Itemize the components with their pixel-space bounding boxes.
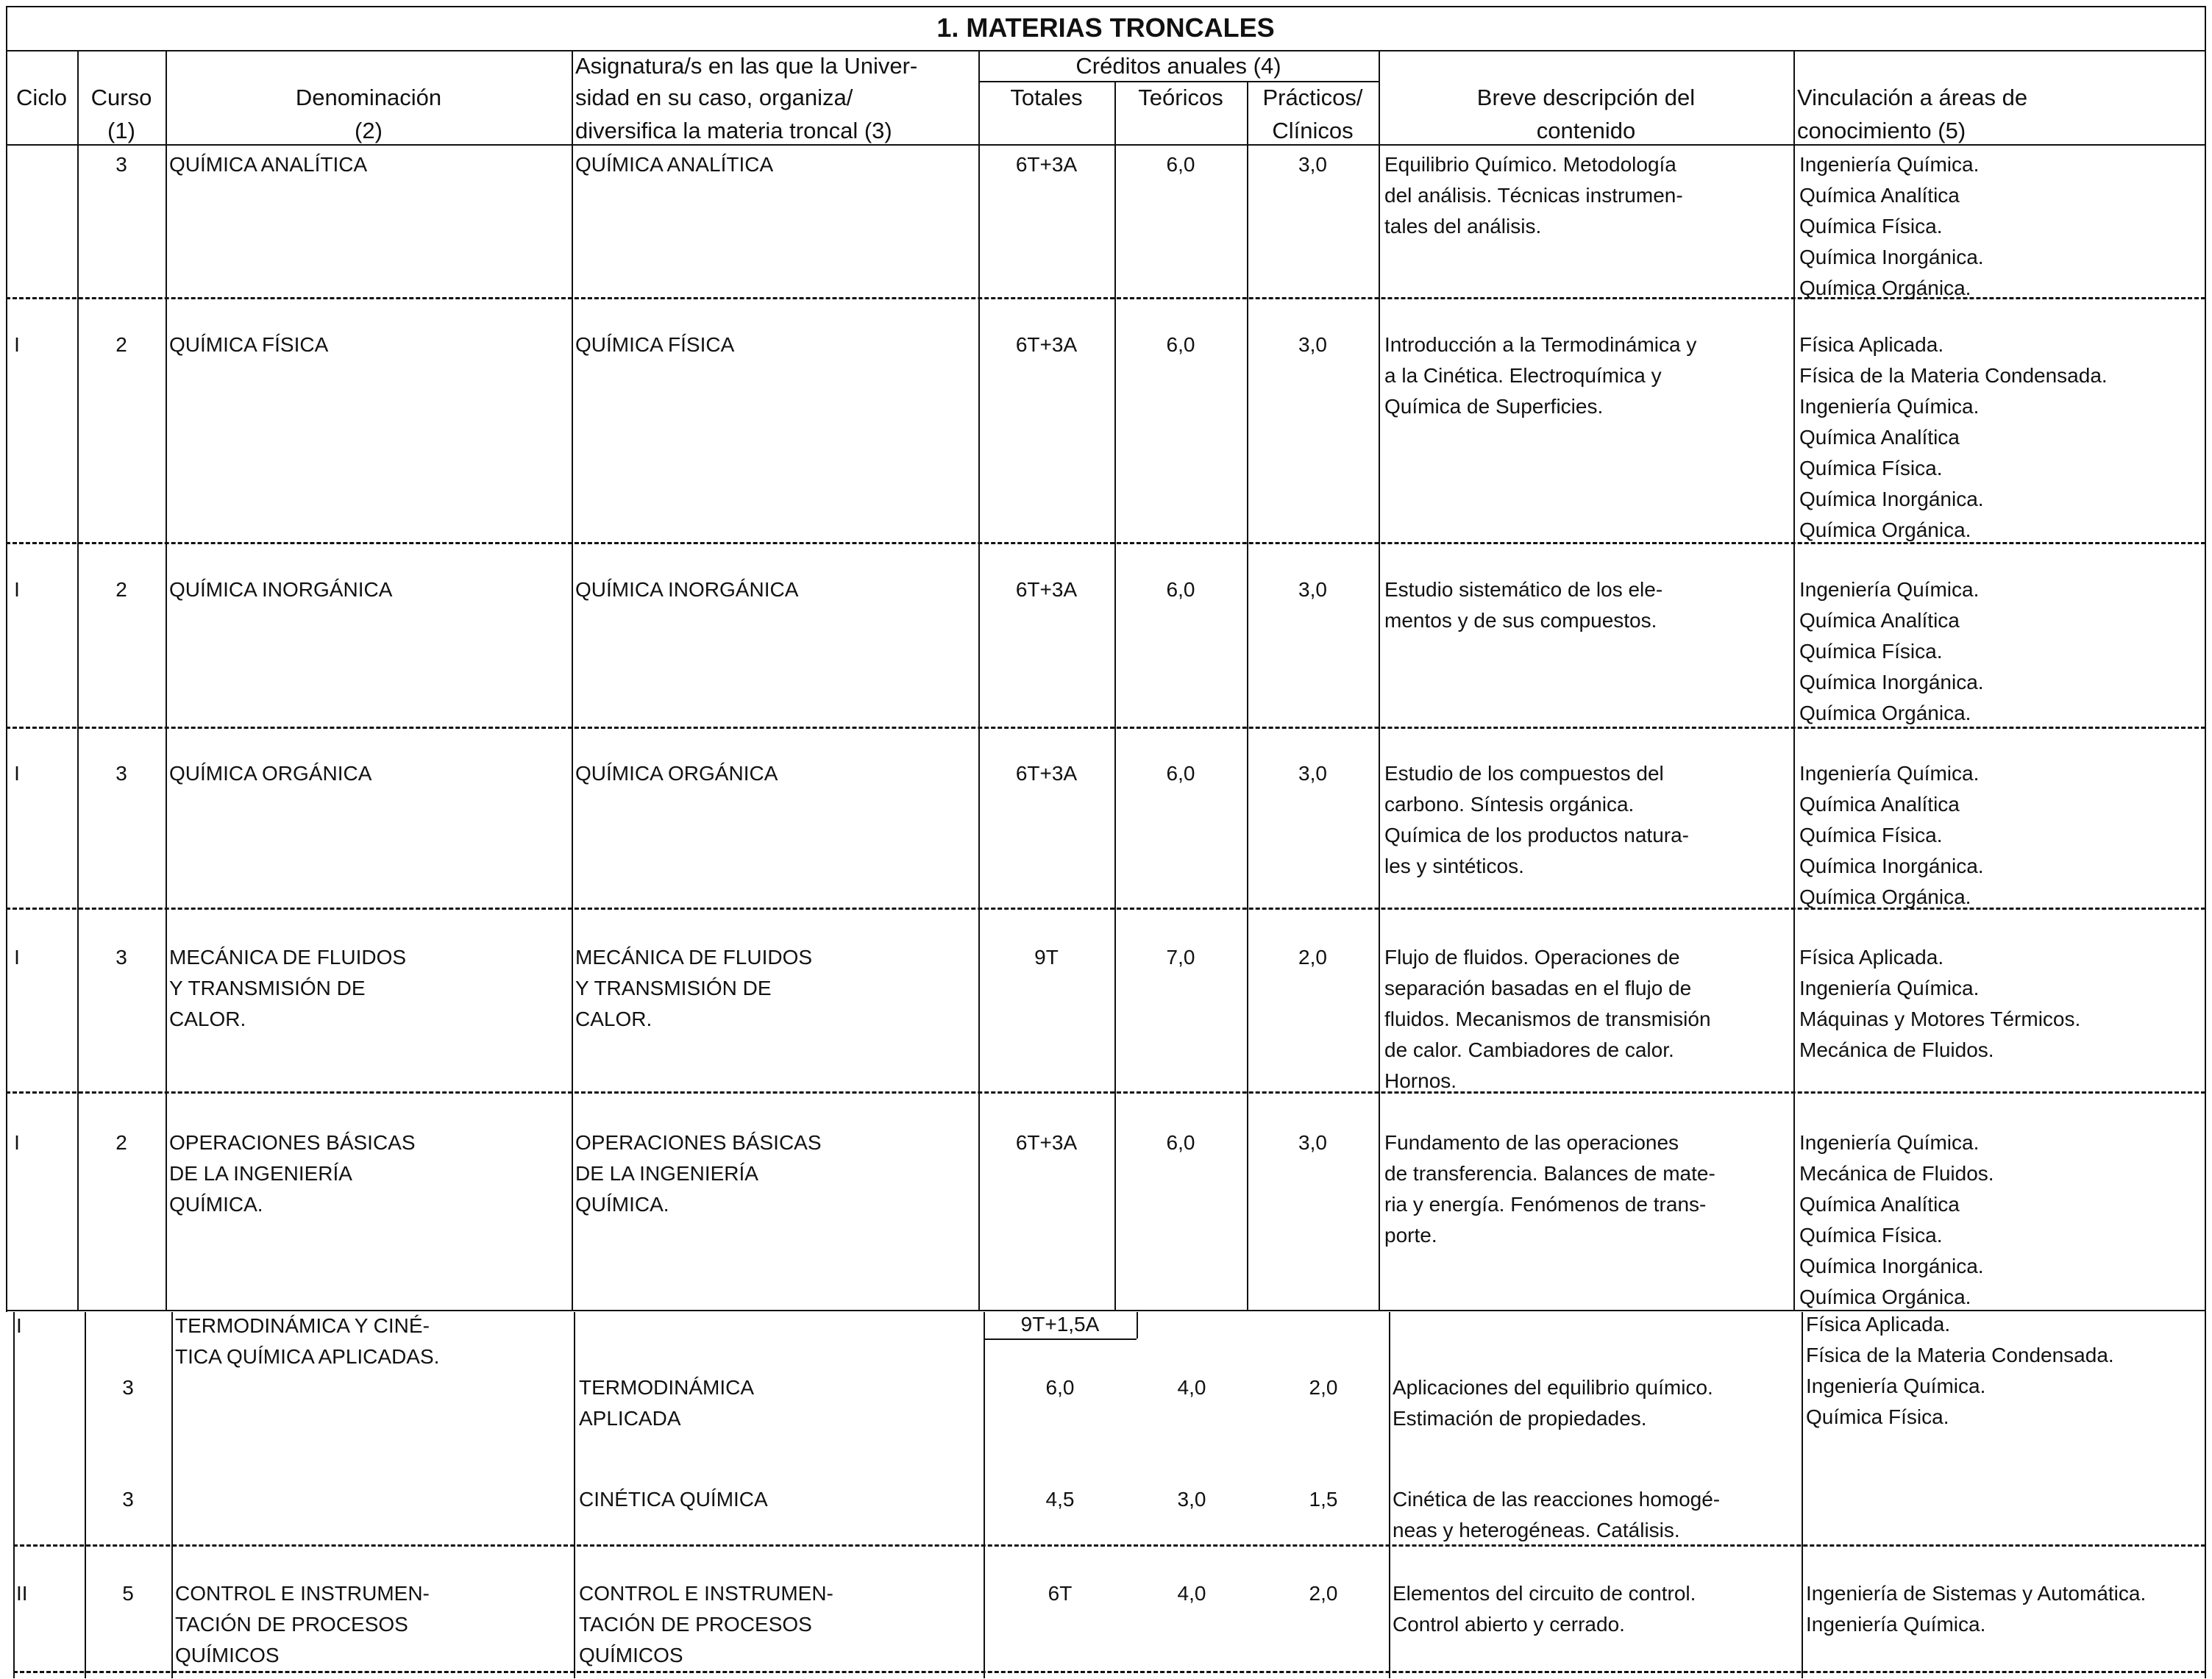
cell-totales: 6T: [1048, 1582, 1073, 1605]
cell-descripcion: Introducción a la Termodinámica y a la Cinética. Electroquímica y Química de Superficies.: [1384, 333, 1697, 418]
cell-asignatura: OPERACIONES BÁSICAS DE LA INGENIERÍA QUÍMICA.: [575, 1131, 822, 1216]
cell-asignatura: QUÍMICA ANALÍTICA: [575, 153, 774, 176]
cell-descripcion: Aplicaciones del equilibrio químico. Estimación de propiedades.: [1393, 1376, 1713, 1430]
header-creditos: Créditos anuales (4): [1075, 53, 1281, 79]
cell-vinculacion: Ingeniería Química. Química Analítica Química Física. Química Inorgánica. Química Orgánica.: [1799, 578, 1984, 724]
header-asignatura-line2: sidad en su caso, organiza/: [575, 85, 853, 110]
col-line-asignatura: [978, 50, 980, 1311]
cell-curso: 3: [122, 1488, 134, 1511]
cell-totales: 6T+3A: [1015, 1131, 1078, 1154]
header-descripcion-line2: contenido: [1536, 118, 1636, 143]
cell-totales: 6,0: [1045, 1376, 1075, 1399]
cell-descripcion: Equilibrio Químico. Metodología del análisis. Técnicas instrumen- tales del análisis.: [1384, 153, 1683, 238]
cell-asignatura: QUÍMICA ORGÁNICA: [575, 762, 778, 785]
cell-asignatura: CINÉTICA QUÍMICA: [579, 1488, 768, 1511]
cell-denominacion: QUÍMICA ANALÍTICA: [169, 153, 368, 176]
lower-col-descripcion: [1802, 1312, 1803, 1678]
cell-totales: 6T+3A: [1015, 153, 1078, 176]
header-asignatura-line1: Asignatura/s en las que la Univer-: [575, 53, 918, 79]
cell-descripcion: Estudio de los compuestos del carbono. Síntesis orgánica. Química de los productos natura- les y sintéticos.: [1384, 762, 1689, 877]
cell-vinculacion: Física Aplicada. Física de la Materia Condensada. Ingeniería Química. Química Física.: [1806, 1313, 2114, 1428]
header-asignatura-line3: diversifica la materia troncal (3): [575, 118, 892, 143]
cell-practicos: 3,0: [1298, 578, 1327, 601]
cell-curso: 2: [115, 578, 127, 601]
cell-descripcion: Flujo de fluidos. Operaciones de separación basadas en el flujo de fluidos. Mecanismos de transmisión de calor. Cambiadores de calor. Hornos.: [1384, 946, 1711, 1092]
lower-col-denominacion: [574, 1312, 575, 1678]
cell-curso: 2: [115, 333, 127, 356]
cell-descripcion: Fundamento de las operaciones de transferencia. Balances de mate- ria y energía. Fenómenos de trans- porte.: [1384, 1131, 1715, 1247]
col-line-curso: [166, 50, 167, 1311]
header-practicos-line2: Clínicos: [1272, 118, 1354, 143]
cell-asignatura: QUÍMICA INORGÁNICA: [575, 578, 799, 601]
cell-denominacion: QUÍMICA INORGÁNICA: [169, 578, 393, 601]
cell-practicos: 1,5: [1309, 1488, 1338, 1511]
cell-vinculacion: Física Aplicada. Ingeniería Química. Máquinas y Motores Térmicos. Mecánica de Fluidos.: [1799, 946, 2081, 1061]
cell-vinculacion: Ingeniería Química. Química Analítica Química Física. Química Inorgánica. Química Orgánica.: [1799, 153, 1984, 299]
lower-left-border: [13, 1312, 15, 1678]
header-vinculacion-line2: conocimiento (5): [1797, 118, 1966, 143]
header-curso: Curso: [90, 85, 152, 110]
cell-practicos: 2,0: [1309, 1582, 1338, 1605]
cell-teoricos: 6,0: [1166, 762, 1195, 785]
cell-teoricos: 6,0: [1166, 153, 1195, 176]
cell-descripcion: Cinética de las reacciones homogé- neas y heterogéneas. Catálisis.: [1393, 1488, 1721, 1541]
cell-practicos: 3,0: [1298, 153, 1327, 176]
lower-col-curso: [171, 1312, 173, 1678]
cell-ciclo: I: [16, 1314, 22, 1337]
cell-practicos: 2,0: [1298, 946, 1327, 969]
cell-totales: 6T+3A: [1015, 578, 1078, 601]
cell-vinculacion: Ingeniería de Sistemas y Automática. Ingeniería Química.: [1806, 1582, 2147, 1636]
cell-teoricos: 6,0: [1166, 1131, 1195, 1154]
lower-col-totales: [1137, 1312, 1138, 1338]
cell-denominacion: TERMODINÁMICA Y CINÉ- TICA QUÍMICA APLICADAS.: [175, 1314, 440, 1368]
cell-ciclo: I: [14, 333, 20, 356]
header-ciclo: Ciclo: [16, 85, 67, 110]
cell-teoricos: 6,0: [1166, 578, 1195, 601]
row-separator: [6, 1091, 2205, 1094]
cell-ciclo: I: [14, 762, 20, 785]
header-totales: Totales: [1010, 85, 1083, 110]
cell-curso: 2: [115, 1131, 127, 1154]
cell-descripcion: Elementos del circuito de control. Control abierto y cerrado.: [1393, 1582, 1696, 1636]
header-vinculacion: Vinculación a áreas de: [1797, 85, 2028, 110]
header-denominacion-note: (2): [355, 118, 383, 143]
cell-denominacion: OPERACIONES BÁSICAS DE LA INGENIERÍA QUÍMICA.: [169, 1131, 416, 1216]
cell-teoricos: 3,0: [1177, 1488, 1206, 1511]
header-teoricos: Teóricos: [1138, 85, 1223, 110]
cell-teoricos: 6,0: [1166, 333, 1195, 356]
row-separator: [13, 1671, 2205, 1673]
cell-practicos: 2,0: [1309, 1376, 1338, 1399]
cell-curso: 3: [115, 762, 127, 785]
cell-curso: 5: [122, 1582, 134, 1605]
cell-practicos: 3,0: [1298, 1131, 1327, 1154]
cell-curso: 3: [115, 946, 127, 969]
cell-totales: 4,5: [1045, 1488, 1075, 1511]
cell-totales: 9T+1,5A: [1020, 1313, 1100, 1336]
cell-ciclo: I: [14, 1131, 20, 1154]
cell-curso: 3: [122, 1376, 134, 1399]
cell-vinculacion: Ingeniería Química. Química Analítica Química Física. Química Inorgánica. Química Orgánica.: [1799, 762, 1984, 908]
cell-vinculacion: Física Aplicada. Física de la Materia Condensada. Ingeniería Química. Química Analítica Química Física. Química Inorgánica. Química Orgánica.: [1799, 333, 2108, 541]
header-practicos: Prácticos/: [1262, 85, 1363, 110]
cell-asignatura: QUÍMICA FÍSICA: [575, 333, 735, 356]
cell-denominacion: QUÍMICA ORGÁNICA: [169, 762, 372, 785]
cell-teoricos: 4,0: [1177, 1582, 1206, 1605]
header-denominacion: Denominación: [295, 85, 442, 110]
cell-teoricos: 7,0: [1166, 946, 1195, 969]
col-line-descripcion: [1793, 50, 1795, 1311]
creditos-separator: [978, 81, 1379, 82]
cell-denominacion: QUÍMICA FÍSICA: [169, 333, 329, 356]
cell-descripcion: Estudio sistemático de los ele- mentos y de sus compuestos.: [1384, 578, 1663, 632]
cell-asignatura: CONTROL E INSTRUMEN- TACIÓN DE PROCESOS QUÍMICOS: [579, 1582, 833, 1666]
cell-totales: 9T: [1034, 946, 1059, 969]
header-curso-note: (1): [107, 118, 135, 143]
lower-col-practicos: [1389, 1312, 1390, 1678]
cell-ciclo: I: [14, 946, 20, 969]
header-descripcion: Breve descripción del: [1476, 85, 1696, 110]
row-separator: [13, 1544, 2205, 1547]
cell-practicos: 3,0: [1298, 333, 1327, 356]
cell-totales: 6T+3A: [1015, 333, 1078, 356]
cell-asignatura: MECÁNICA DE FLUIDOS Y TRANSMISIÓN DE CALOR.: [575, 946, 813, 1030]
cell-asignatura: TERMODINÁMICA APLICADA: [579, 1376, 754, 1430]
cell-denominacion: CONTROL E INSTRUMEN- TACIÓN DE PROCESOS QUÍMICOS: [175, 1582, 430, 1666]
table-title: 1. MATERIAS TRONCALES: [936, 13, 1275, 43]
cell-ciclo: I: [14, 578, 20, 601]
cell-ciclo: II: [16, 1582, 28, 1605]
cell-teoricos: 4,0: [1177, 1376, 1206, 1399]
table-left-border: [6, 6, 7, 1312]
col-line-ciclo: [77, 50, 79, 1311]
cell-totales: 6T+3A: [1015, 762, 1078, 785]
cell-vinculacion: Ingeniería Química. Mecánica de Fluidos. Química Analítica Química Física. Química Inorgánica. Química Orgánica.: [1799, 1131, 1994, 1308]
cell-curso: 3: [115, 153, 127, 176]
table-right-border: [2205, 6, 2206, 1312]
lower-right-border: [2205, 1312, 2206, 1678]
cell-denominacion: MECÁNICA DE FLUIDOS Y TRANSMISIÓN DE CALOR.: [169, 946, 407, 1030]
col-line-practicos: [1379, 50, 1380, 1311]
cell-practicos: 3,0: [1298, 762, 1327, 785]
col-line-denominacion: [572, 50, 573, 1311]
